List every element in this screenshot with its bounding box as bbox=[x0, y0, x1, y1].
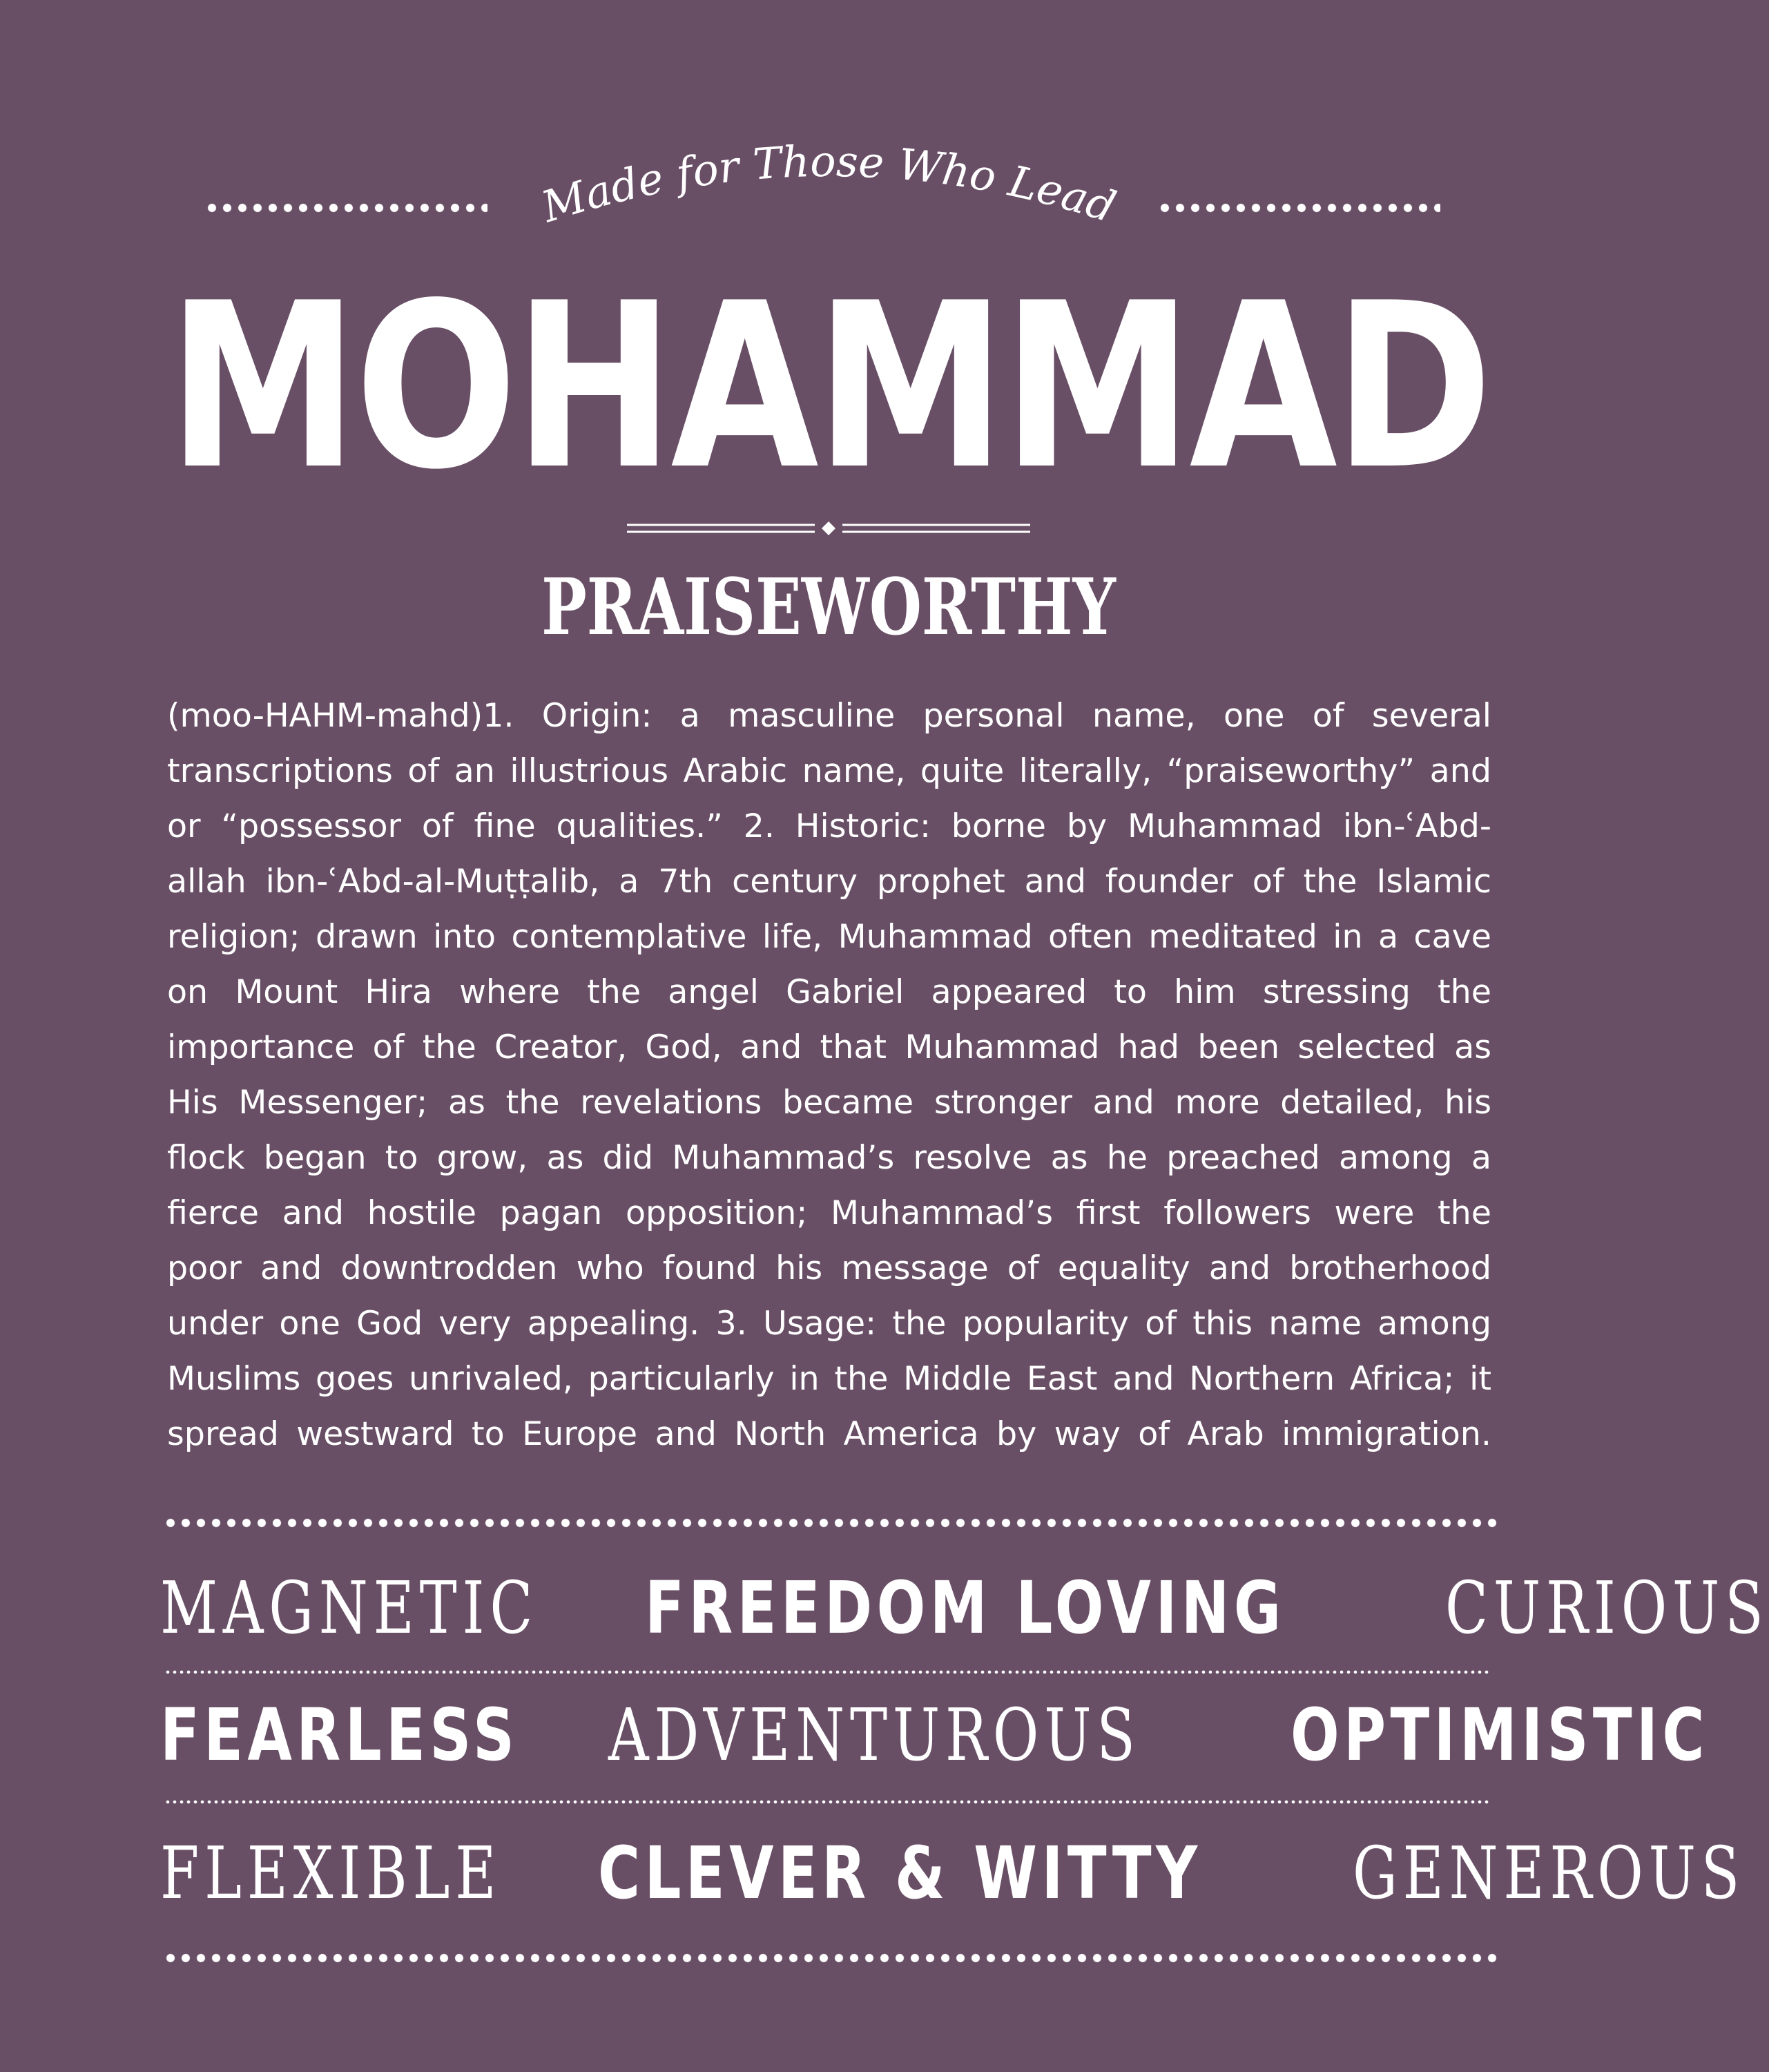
tagline-dotted-rule-right bbox=[1157, 203, 1440, 213]
definition-line: transcriptions of an illustrious Arabic name, quite literally, “praiseworthy” and bbox=[167, 752, 1491, 790]
traits-dotted-rule-bottom bbox=[163, 1953, 1501, 1963]
ornament-divider bbox=[621, 517, 1036, 540]
definition-line: under one God very appealing. 3. Usage: the popularity of this name among bbox=[167, 1305, 1491, 1343]
tagline bbox=[525, 117, 1132, 242]
trait-word: FLEXIBLE bbox=[160, 1831, 502, 1915]
name-meaning: PRAISEWORTHY bbox=[541, 562, 1116, 653]
tagline-row bbox=[0, 117, 1657, 242]
definition-line: allah ibn-ʿAbd-al-Muṭṭalib, a 7th century prophet and founder of the Islamic bbox=[167, 863, 1491, 901]
definition-line: His Messenger; as the revelations became stronger and more detailed, his bbox=[167, 1084, 1491, 1122]
definition-line: (moo-HAHM-mahd)1. Origin: a masculine personal name, one of several bbox=[167, 697, 1491, 735]
definition-line: flock began to grow, as did Muhammad’s resolve as he preached among a bbox=[167, 1139, 1491, 1177]
svg-text:Made for Those Who Lead bbox=[535, 136, 1121, 233]
diamond-icon bbox=[822, 521, 835, 535]
definition-line: on Mount Hira where the angel Gabriel appeared to him stressing the bbox=[167, 973, 1491, 1011]
definition-line: religion; drawn into contemplative life, Muhammad often meditated in a cave bbox=[167, 918, 1491, 956]
trait-word: OPTIMISTIC bbox=[1290, 1693, 1710, 1777]
trait-row bbox=[160, 1690, 1710, 1780]
traits-separator bbox=[164, 1670, 1491, 1674]
trait-row bbox=[160, 1563, 1769, 1653]
trait-word: ADVENTUROUS bbox=[608, 1693, 1141, 1777]
trait-word: CLEVER & WITTY bbox=[597, 1831, 1202, 1915]
traits-separator bbox=[164, 1800, 1491, 1804]
trait-row bbox=[160, 1828, 1746, 1918]
trait-word: CURIOUS bbox=[1445, 1566, 1769, 1650]
tagline-dotted-rule-left bbox=[204, 203, 487, 213]
definition-line: Muslims goes unrivaled, particularly in the Middle East and Northern Africa; it bbox=[167, 1360, 1491, 1398]
trait-word: FREEDOM LOVING bbox=[644, 1566, 1286, 1650]
definition-line: fierce and hostile pagan opposition; Muhammad’s first followers were the bbox=[167, 1194, 1491, 1232]
trait-word: FEARLESS bbox=[160, 1693, 519, 1777]
trait-word: GENEROUS bbox=[1353, 1831, 1746, 1915]
tagline-text: Made for Those Who Lead bbox=[536, 135, 1122, 233]
definition-paragraph bbox=[167, 689, 1491, 1462]
traits-dotted-rule-top bbox=[163, 1518, 1501, 1528]
name-title: MOHAMMAD bbox=[167, 254, 1490, 519]
definition-line: or “possessor of fine qualities.” 2. Historic: borne by Muhammad ibn-ʿAbd- bbox=[167, 807, 1491, 845]
definition-line: importance of the Creator, God, and that Muhammad had been selected as bbox=[167, 1028, 1491, 1066]
trait-word: MAGNETIC bbox=[160, 1566, 539, 1650]
definition-line: poor and downtrodden who found his message of equality and brotherhood bbox=[167, 1249, 1491, 1287]
definition-line: spread westward to Europe and North America by way of Arab immigration. bbox=[167, 1415, 1491, 1453]
